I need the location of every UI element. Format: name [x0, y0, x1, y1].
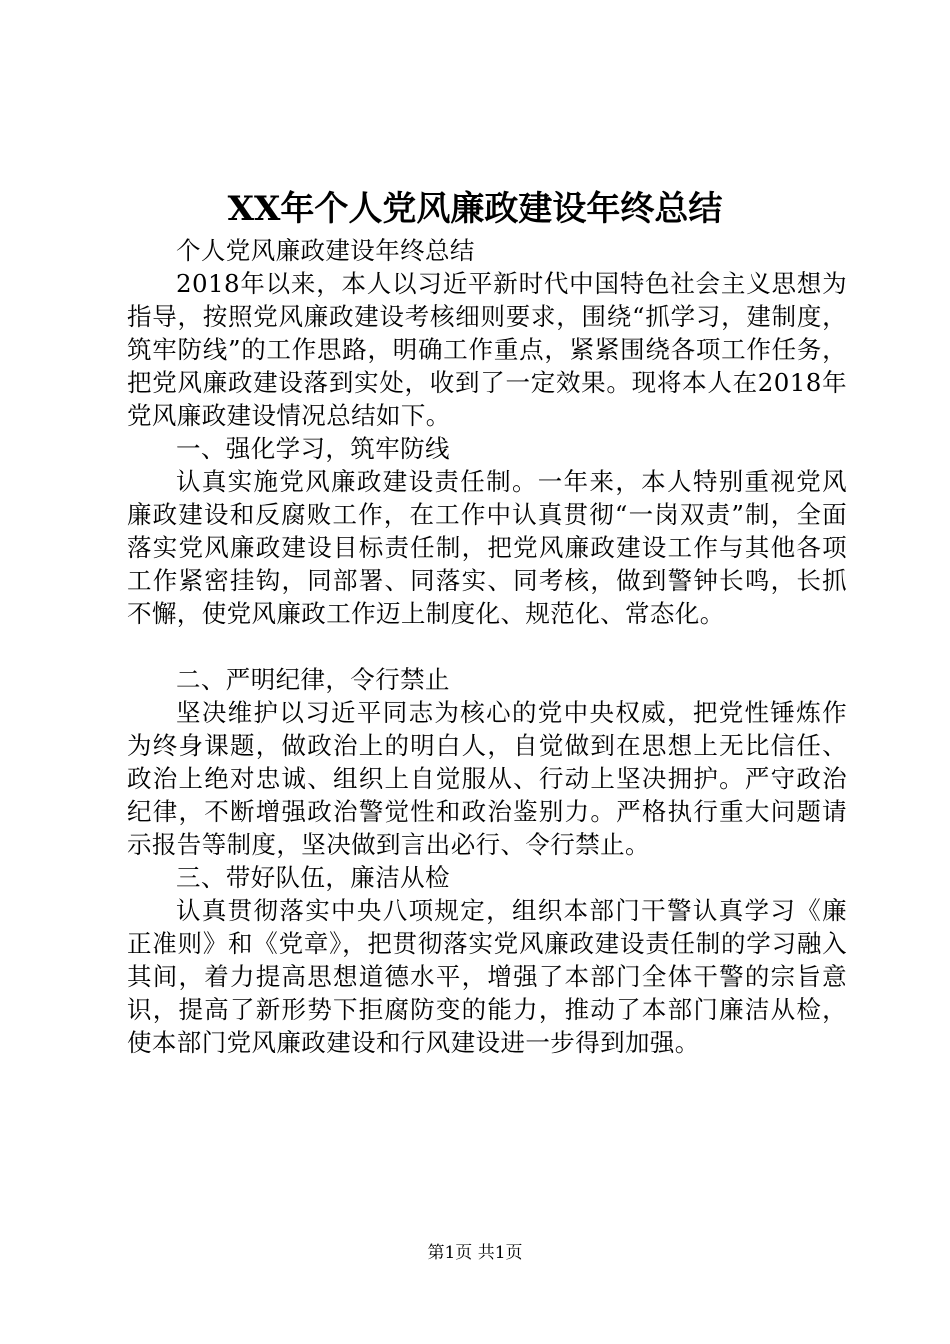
- section-heading-3: 三、带好队伍，廉洁从检: [176, 863, 450, 892]
- intro-paragraph: 2018年以来，本人以习近平新时代中国特色社会主义思想为指导，按照党风廉政建设考核细则要求，围绕“抓学习，建制度，筑牢防线”的工作思路，明确工作重点，紧紧围绕各项工作任务，把党风廉政建设落到实处，收到了一定效果。现将本人在2018年党风廉政建设情况总结如下。: [127, 269, 847, 430]
- document-title: XX年个人党风廉政建设年终总结: [227, 189, 723, 229]
- section-body-1: 认真实施党风廉政建设责任制。一年来，本人特别重视党风廉政建设和反腐败工作，在工作中认真贯彻“一岗双责”制，全面落实党风廉政建设目标责任制，把党风廉政建设工作与其他各项工作紧密挂钩，同部署、同落实、同考核，做到警钟长鸣，长抓不懈，使党风廉政工作迈上制度化、规范化、常态化。: [127, 467, 847, 628]
- page-footer: 第1页 共1页: [427, 1243, 523, 1263]
- section-heading-2: 二、严明纪律，令行禁止: [176, 665, 450, 694]
- subtitle-paragraph: 个人党风廉政建设年终总结: [176, 236, 475, 265]
- document-body: [127, 234, 847, 1059]
- section-body-3: 认真贯彻落实中央八项规定，组织本部门干警认真学习《廉正准则》和《党章》，把贯彻落实党风廉政建设责任制的学习融入其间，着力提高思想道德水平，增强了本部门全体干警的宗旨意识，提高了新形势下拒腐防变的能力，推动了本部门廉洁从检，使本部门党风廉政建设和行风建设进一步得到加强。: [127, 896, 847, 1057]
- section-body-2: 坚决维护以习近平同志为核心的党中央权威，把党性锤炼作为终身课题，做政治上的明白人，自觉做到在思想上无比信任、政治上绝对忠诚、组织上自觉服从、行动上坚决拥护。严守政治纪律，不断增强政治警觉性和政治鉴别力。严格执行重大问题请示报告等制度，坚决做到言出必行、令行禁止。: [127, 698, 847, 859]
- section-heading-1: 一、强化学习，筑牢防线: [176, 434, 450, 463]
